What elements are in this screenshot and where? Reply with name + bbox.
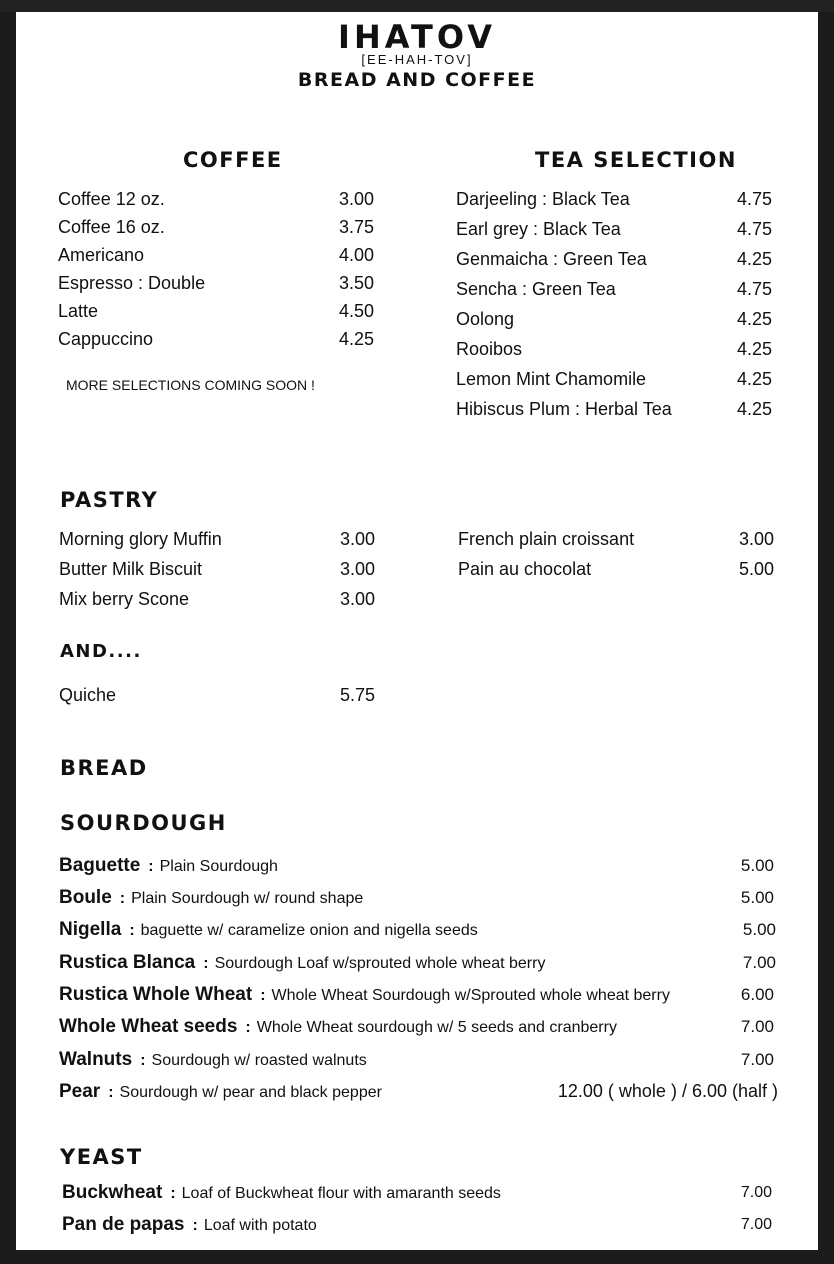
coffee-heading: COFFEE	[183, 148, 283, 172]
bread-row	[16, 984, 818, 1012]
and-heading: AND....	[60, 641, 142, 662]
menu-page	[16, 12, 818, 1250]
bread-price: 7.00	[740, 1216, 772, 1233]
tea-item-price: 4.25	[737, 249, 773, 269]
tea-item-price: 4.75	[737, 279, 773, 299]
bread-description: Sourdough w/ pear and black pepper	[119, 1084, 382, 1101]
coffee-item-price: 3.50	[339, 273, 375, 293]
separator: :	[203, 955, 209, 972]
bread-row	[16, 1016, 818, 1044]
separator: :	[245, 1019, 251, 1036]
bread-price: 7.00	[740, 1017, 774, 1036]
coffee-item-price: 3.00	[339, 189, 375, 209]
bread-description: Whole Wheat Sourdough w/Sprouted whole wheat berry	[271, 987, 670, 1004]
bread-row	[16, 1049, 818, 1077]
tea-item-price: 4.25	[737, 339, 773, 359]
separator: :	[129, 922, 135, 939]
bread-description: baguette w/ caramelize onion and nigella seeds	[140, 922, 478, 939]
tea-item-name: Rooibos	[456, 339, 523, 359]
bread-description: Whole Wheat sourdough w/ 5 seeds and cranberry	[256, 1019, 617, 1036]
pastry-item-name: French plain croissant	[458, 529, 635, 549]
separator: :	[170, 1185, 176, 1202]
coffee-note: MORE SELECTIONS COMING SOON !	[66, 377, 315, 393]
tea-item-price: 4.25	[737, 309, 773, 329]
bread-name: Whole Wheat seeds	[59, 1016, 238, 1037]
bread-row	[16, 1182, 818, 1210]
separator: :	[192, 1217, 198, 1234]
pastry-item-price: 5.00	[739, 559, 775, 579]
bread-price: 7.00	[742, 953, 776, 972]
bread-name: Rustica Whole Wheat	[59, 984, 253, 1005]
bread-name: Pan de papas	[62, 1214, 185, 1235]
pastry-heading: PASTRY	[60, 488, 159, 512]
bread-price: 6.00	[740, 985, 774, 1004]
tea-heading: TEA SELECTION	[535, 148, 737, 172]
coffee-item-name: Coffee 16 oz.	[58, 217, 165, 237]
separator: :	[119, 890, 126, 907]
quiche-name: Quiche	[59, 685, 117, 705]
pastry-item-price: 3.00	[340, 589, 376, 609]
bread-name: Boule	[59, 887, 112, 908]
bread-name: Pear	[59, 1081, 101, 1102]
bread-name: Rustica Blanca	[59, 952, 196, 973]
bread-description: Loaf with potato	[203, 1217, 317, 1234]
bread-price: 5.00	[742, 920, 776, 939]
tea-item-name: Earl grey : Black Tea	[456, 219, 621, 239]
bread-row	[16, 855, 818, 883]
bread-heading: BREAD	[60, 756, 148, 780]
yeast-heading: YEAST	[60, 1145, 143, 1169]
coffee-item-price: 3.75	[339, 217, 375, 237]
separator: :	[260, 987, 266, 1004]
bread-price: 7.00	[740, 1050, 774, 1069]
bread-description: Loaf of Buckwheat flour with amaranth seeds	[181, 1185, 501, 1202]
coffee-item-name: Espresso : Double	[58, 273, 206, 293]
bread-name: Nigella	[59, 919, 122, 940]
pastry-item-name: Pain au chocolat	[458, 559, 592, 579]
coffee-item-price: 4.50	[339, 301, 375, 321]
tea-item-name: Genmaicha : Green Tea	[456, 249, 647, 269]
bread-row	[16, 1214, 818, 1242]
bread-price: 7.00	[740, 1184, 772, 1201]
separator: :	[148, 858, 154, 875]
bread-price: 5.00	[740, 856, 774, 875]
tea-item-name: Sencha : Green Tea	[456, 279, 616, 299]
pastry-item-price: 3.00	[340, 529, 376, 549]
coffee-item-price: 4.00	[339, 245, 375, 265]
bread-description: Sourdough w/ roasted walnuts	[151, 1052, 367, 1069]
bread-row	[16, 887, 818, 915]
bread-name: Baguette	[59, 855, 141, 876]
tea-item-price: 4.25	[737, 369, 773, 389]
tea-item-price: 4.25	[737, 399, 773, 419]
pastry-item-name: Morning glory Muffin	[59, 529, 222, 549]
bread-row	[16, 919, 818, 947]
coffee-item-name: Americano	[58, 245, 145, 265]
bread-description: Sourdough Loaf w/sprouted whole wheat berry	[214, 955, 546, 972]
cafe-tagline: BREAD AND COFFEE	[297, 69, 537, 91]
pastry-item-name: Mix berry Scone	[59, 589, 190, 609]
tea-item-name: Hibiscus Plum : Herbal Tea	[456, 399, 672, 419]
tea-item-price: 4.75	[737, 189, 773, 209]
coffee-item-name: Latte	[58, 301, 99, 321]
top-strip	[0, 0, 834, 12]
tea-item-name: Lemon Mint Chamomile	[456, 369, 647, 389]
tea-item-name: Oolong	[456, 309, 515, 329]
bread-price: 5.00	[740, 888, 774, 907]
bread-row	[16, 952, 818, 980]
bread-row	[16, 1081, 818, 1109]
quiche-price: 5.75	[340, 685, 376, 705]
bread-name: Walnuts	[59, 1049, 133, 1070]
coffee-item-name: Cappuccino	[58, 329, 154, 349]
tea-item-name: Darjeeling : Black Tea	[456, 189, 630, 209]
pastry-item-price: 3.00	[739, 529, 775, 549]
cafe-name: IHATOV	[338, 18, 496, 56]
tea-item-price: 4.75	[737, 219, 773, 239]
separator: :	[108, 1084, 114, 1101]
sourdough-heading: SOURDOUGH	[60, 811, 227, 835]
bread-price: 12.00 ( whole ) / 6.00 (half )	[557, 1081, 778, 1101]
separator: :	[140, 1052, 146, 1069]
bread-description: Plain Sourdough w/ round shape	[131, 890, 364, 907]
coffee-item-price: 4.25	[339, 329, 375, 349]
bread-name: Buckwheat	[62, 1182, 163, 1203]
cafe-pronunciation: [EE-HAH-TOV]	[361, 52, 473, 67]
pastry-item-price: 3.00	[340, 559, 376, 579]
pastry-item-name: Butter Milk Biscuit	[59, 559, 203, 579]
bread-description: Plain Sourdough	[159, 858, 278, 875]
coffee-item-name: Coffee 12 oz.	[58, 189, 165, 209]
